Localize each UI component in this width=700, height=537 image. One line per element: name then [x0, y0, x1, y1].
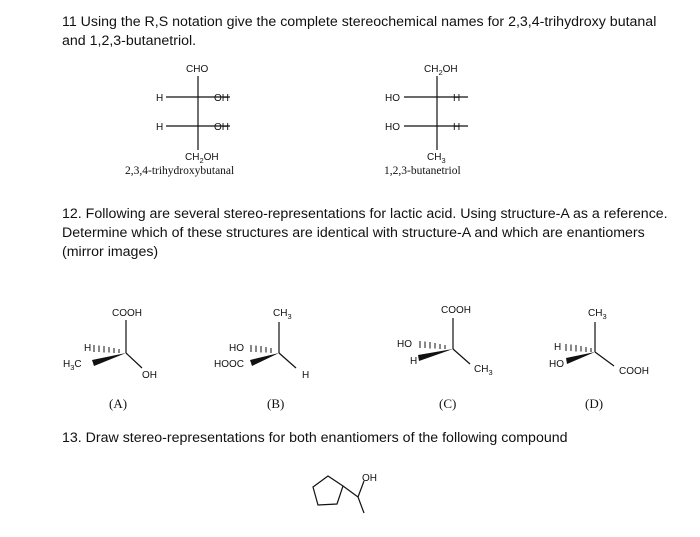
fischer-left-r1-left: H — [156, 93, 164, 104]
lactic-a-label: (A) — [109, 396, 128, 411]
lactic-b-hash-atom: HO — [229, 343, 244, 354]
lactic-b-down: H — [302, 370, 310, 381]
fischer-right-r2-right: H — [453, 122, 461, 133]
lactic-b-wedge-atom: HOOC — [214, 359, 244, 370]
lactic-c-down: $CH_3$ — [474, 364, 493, 377]
lactic-c-hash-atom: HO — [397, 339, 412, 350]
lactic-d-wedge-atom: HO — [549, 359, 564, 370]
fischer-right-r2-left: HO — [385, 122, 400, 133]
question-12: 12. Following are several stereo-representations for lactic acid. Using structure-A as a reference. Determine which of these structures are identical with structure-A and which are enantiomers (mirror images) — [62, 206, 668, 260]
fischer-right-caption: 1,2,3-butanetriol — [384, 165, 461, 177]
fischer-left-r1-right: OH — [214, 93, 229, 104]
lactic-a-hash-atom: H — [84, 343, 92, 354]
fischer-left-r2-right: OH — [214, 122, 229, 133]
q13-compound — [313, 473, 377, 513]
lactic-structure-a — [63, 308, 157, 381]
fischer-left — [156, 64, 230, 165]
lactic-structure-b — [214, 308, 309, 381]
lactic-a-top: COOH — [112, 308, 142, 319]
fischer-right-r1-right: H — [453, 93, 461, 104]
fischer-right — [385, 64, 468, 165]
q13-oh-label: OH — [362, 473, 377, 484]
fischer-right-bottom: $CH_3$ — [427, 152, 446, 165]
lactic-b-label: (B) — [267, 396, 285, 411]
question-13: 13. Draw stereo-representations for both enantiomers of the following compound — [62, 430, 568, 446]
lactic-d-down: COOH — [619, 366, 649, 377]
fischer-left-caption: 2,3,4-trihydroxybutanal — [125, 165, 235, 177]
fischer-left-bottom: $CH_2OH$ — [185, 152, 219, 165]
lactic-c-top: COOH — [441, 305, 471, 316]
lactic-c-wedge-atom: H — [410, 356, 418, 367]
lactic-a-down: OH — [142, 370, 157, 381]
fischer-left-r2-left: H — [156, 122, 164, 133]
lactic-structure-d — [549, 308, 649, 377]
fischer-right-top: CH — [424, 64, 439, 75]
lactic-c-label: (C) — [439, 396, 457, 411]
lactic-d-hash-atom: H — [554, 342, 562, 353]
lactic-d-label: (D) — [585, 396, 604, 411]
fischer-left-top: CHO — [186, 64, 209, 75]
lactic-b-top: $CH_3$ — [273, 308, 292, 321]
question-11: 11 Using the R,S notation give the complete stereochemical names for 2,3,4-trihydroxy butanal and 1,2,3-butanetriol. — [62, 14, 657, 49]
svg-text:CH2OH: $CH_2OH$ — [424, 64, 458, 77]
lactic-structure-c — [397, 305, 493, 377]
fischer-right-r1-left: HO — [385, 93, 400, 104]
lactic-d-top: $CH_3$ — [588, 308, 607, 321]
lactic-a-wedge-atom: $H_3C$ — [63, 359, 82, 372]
